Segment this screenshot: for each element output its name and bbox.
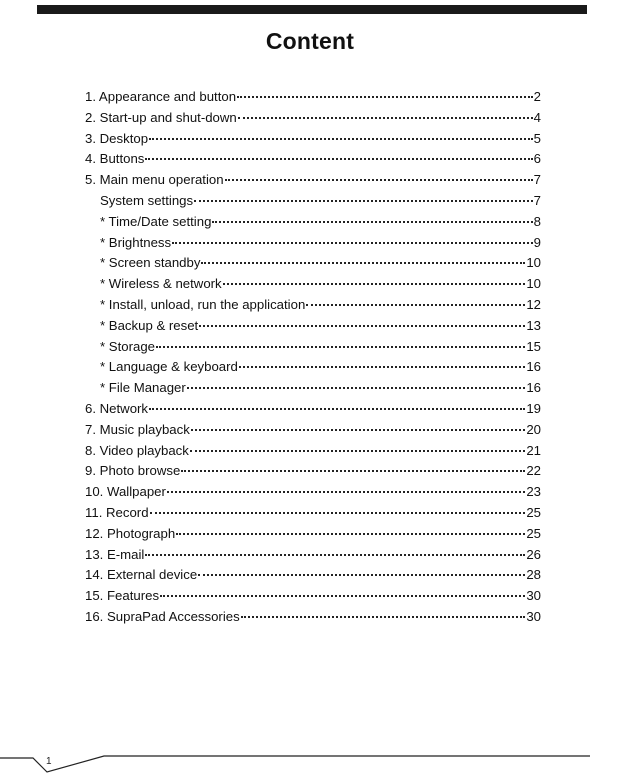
page-title: Content (265, 28, 355, 54)
toc-entry-page: 2 (533, 89, 541, 104)
dot-leader (156, 346, 525, 348)
toc-entry-page: 30 (526, 608, 541, 624)
toc-entry-label: * Backup & reset (100, 317, 199, 333)
toc-entry-page: 16 (526, 359, 541, 375)
dot-leader (191, 429, 526, 431)
toc-entry-label: 10. Wallpaper (85, 484, 166, 500)
toc-entry-page: 7 (533, 172, 541, 188)
toc-entry-page: 4 (533, 109, 541, 125)
toc-entry[interactable] (85, 295, 541, 316)
toc-entry-label: System settings (100, 192, 194, 208)
dot-leader (225, 179, 533, 181)
toc-entry-page: 19 (526, 400, 541, 416)
toc-entry-page: 22 (526, 463, 541, 479)
toc-entry-page: 6 (533, 151, 541, 167)
dot-leader (149, 138, 533, 140)
toc-entry-page: 26 (526, 546, 541, 562)
toc-entry-page: 30 (526, 588, 541, 604)
dot-leader (145, 158, 532, 160)
toc-entry[interactable] (85, 253, 541, 274)
toc-entry-label: * Screen standby (100, 255, 201, 271)
toc-entry-page: 5 (533, 130, 541, 146)
toc-entry[interactable] (85, 337, 541, 358)
dot-leader (190, 450, 525, 452)
toc-entry[interactable] (85, 108, 541, 129)
toc-entry[interactable] (85, 212, 541, 233)
toc-entry[interactable] (85, 441, 541, 462)
dot-leader (199, 325, 525, 327)
toc-entry[interactable] (85, 129, 541, 150)
toc-entry[interactable] (85, 87, 541, 108)
toc-entry-label: 7. Music playback (85, 421, 190, 437)
toc-entry-label: 8. Video playback (85, 442, 189, 458)
toc-entry-page: 20 (526, 421, 541, 437)
toc-entry-label: 15. Features (85, 588, 160, 604)
toc-entry-page: 10 (526, 276, 541, 292)
toc-entry-label: 4. Buttons (85, 151, 145, 167)
toc-entry-page: 13 (526, 317, 541, 333)
toc-entry-page: 25 (526, 525, 541, 541)
toc-entry-page: 8 (533, 213, 541, 229)
toc-entry[interactable] (85, 586, 541, 607)
toc-entry[interactable] (85, 565, 541, 586)
toc-entry[interactable] (85, 378, 541, 399)
toc-entry-label: * Wireless & network (100, 276, 222, 292)
toc-entry[interactable] (85, 316, 541, 337)
toc-entry[interactable] (85, 357, 541, 378)
dot-leader (160, 595, 525, 597)
dot-leader (212, 221, 532, 223)
table-of-contents (85, 87, 541, 628)
toc-entry-page: 23 (526, 484, 541, 500)
toc-entry[interactable] (85, 461, 541, 482)
toc-entry-page: 7 (533, 192, 541, 208)
toc-entry[interactable] (85, 399, 541, 420)
toc-entry-page: 15 (526, 338, 541, 354)
toc-entry-label: 11. Record (85, 504, 149, 520)
toc-entry[interactable] (85, 607, 541, 628)
header-rule (37, 5, 587, 14)
toc-entry-label: 13. E-mail (85, 546, 145, 562)
toc-entry-page: 28 (526, 567, 541, 583)
footer-rule (0, 740, 620, 774)
dot-leader (187, 387, 526, 389)
dot-leader (176, 533, 525, 535)
toc-entry-label: * Storage (100, 338, 155, 354)
toc-entry-label: * Time/Date setting (100, 213, 212, 229)
toc-entry-label: 14. External device (85, 567, 198, 583)
dot-leader (237, 96, 533, 98)
toc-entry[interactable] (85, 233, 541, 254)
toc-entry[interactable] (85, 274, 541, 295)
toc-entry-page: 10 (526, 255, 541, 271)
toc-entry-label: 2. Start-up and shut-down (85, 109, 237, 125)
dot-leader (306, 304, 525, 306)
toc-entry[interactable] (85, 149, 541, 170)
toc-entry-page: 9 (533, 234, 541, 250)
dot-leader (194, 200, 533, 202)
dot-leader (172, 242, 533, 244)
dot-leader (238, 117, 533, 119)
toc-entry-label: 1. Appearance and button (85, 89, 237, 104)
dot-leader (239, 366, 525, 368)
toc-entry[interactable] (85, 420, 541, 441)
dot-leader (241, 616, 526, 618)
dot-leader (198, 574, 525, 576)
toc-entry-page: 25 (526, 504, 541, 520)
toc-entry[interactable] (85, 545, 541, 566)
toc-entry-label: * Install, unload, run the application (100, 296, 306, 312)
toc-entry[interactable] (85, 482, 541, 503)
toc-entry-label: 16. SupraPad Accessories (85, 608, 240, 624)
toc-entry[interactable] (85, 191, 541, 212)
page-number: 1 (46, 756, 52, 767)
toc-entry-label: 6. Network (85, 400, 149, 416)
dot-leader (223, 283, 526, 285)
dot-leader (181, 470, 525, 472)
dot-leader (201, 262, 525, 264)
toc-entry-label: * Brightness (100, 234, 172, 250)
dot-leader (149, 408, 525, 410)
dot-leader (167, 491, 525, 493)
dot-leader (145, 554, 525, 556)
toc-entry[interactable] (85, 503, 541, 524)
toc-entry-page: 21 (526, 442, 541, 458)
toc-entry-page: 16 (526, 380, 541, 396)
toc-entry-label: * File Manager (100, 380, 186, 396)
toc-entry-label: 5. Main menu operation (85, 172, 224, 188)
toc-entry-page: 12 (526, 296, 541, 312)
toc-entry-label: 12. Photograph (85, 525, 176, 541)
toc-entry-label: * Language & keyboard (100, 359, 238, 375)
dot-leader (150, 512, 526, 514)
toc-entry-label: 9. Photo browse (85, 463, 181, 479)
toc-entry-label: 3. Desktop (85, 130, 149, 146)
toc-entry[interactable] (85, 170, 541, 191)
toc-entry[interactable] (85, 524, 541, 545)
